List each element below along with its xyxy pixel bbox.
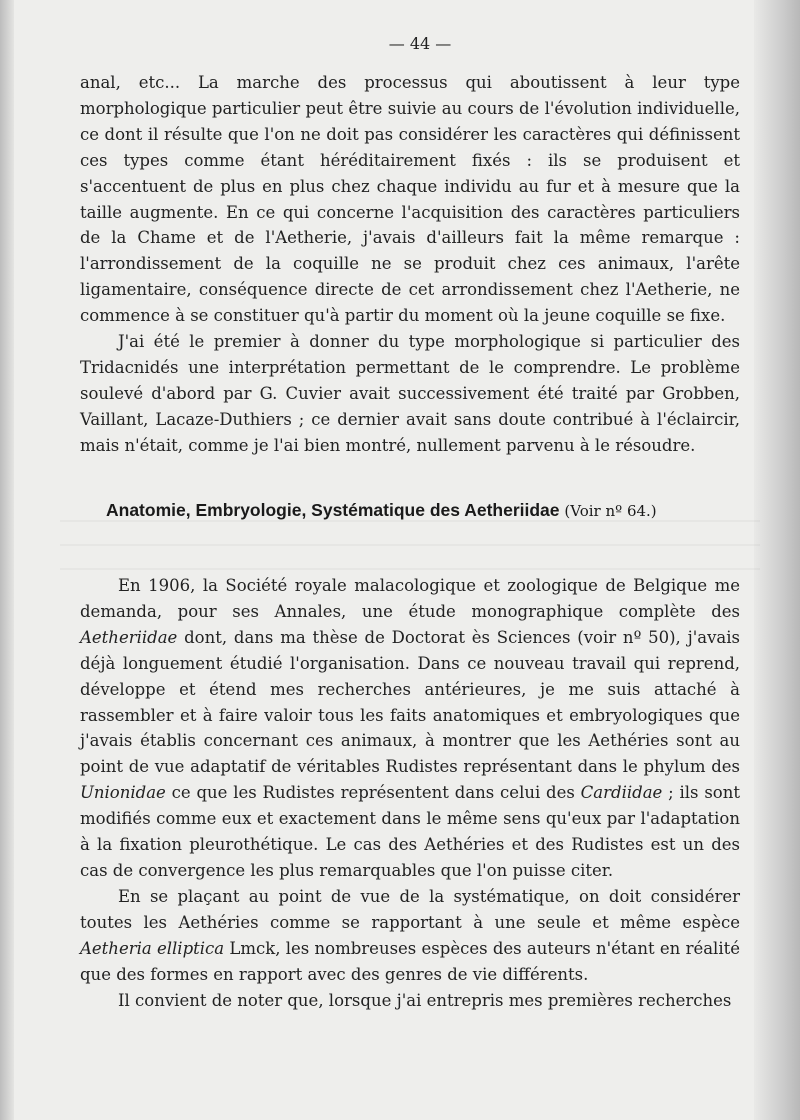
paragraph: En 1906, la Société royale malacologique et zoologique de Belgique me demanda, pour ses Annales, une étude monographique complète des Aetheriidae dont, dans ma thèse de Doctorat ès Sciences (voir nº 50), j'avais déjà longuement étudié l'organisation. Dans ce nouveau travail qui reprend, développe et étend mes recherches antérieures, je me suis attaché à rassembler et à faire valoir tous les faits anatomiques et embryologiques que j'avais établis concernant ces animaux, à montrer que les Aethéries sont au point de vue adaptatif de véritables Rudistes représentant dans le phylum des Unionidae ce que les Rudistes représentent dans celui des Cardiidae ; ils sont modifiés comme eux et exactement dans le même sens qu'eux par l'adaptation à la fixation pleurothétique. Le cas des Aethéries et des Rudistes est un des cas de convergence les plus remarquables que l'on puisse citer. bbox=[80, 576, 740, 880]
paragraph: J'ai été le premier à donner du type morphologique si particulier des Tridacnidés une interprétation permettant de le comprendre. Le problème soulevé d'abord par G. Cuvier avait successivement été traité par Grobben, Vaillant, Lacaze-Duthiers ; ce dernier avait sans doute contribué à l'éclaircir, mais n'était, comme je l'ai bien montré, nullement parvenu à le résoudre. bbox=[80, 332, 740, 455]
page-number: — 44 — bbox=[388, 34, 452, 53]
paragraph: En se plaçant au point de vue de la systématique, on doit considérer toutes les Aethéries comme se rapportant à une seule et même espèce Aetheria elliptica Lmck, les nombreuses espèces des auteurs n'étant en réalité que des formes en rapport avec des genres de vie différents. bbox=[80, 886, 741, 984]
page-edge-shadow-right bbox=[754, 0, 800, 1120]
bleed-through-text bbox=[60, 520, 760, 580]
section-heading-title: Anatomie, Embryologie, Systématique des Aetheriidae bbox=[106, 500, 560, 520]
paragraph: anal, etc... La marche des processus qui aboutissent à leur type morphologique particulier peut être suivie au cours de l'évolution individuelle, ce dont il résulte que l'on ne doit pas considérer les caractères qui définissent ces types comme étant héréditairement fixés : ils se produisent et s'accentuent de plus en plus chez chaque individu au fur et à mesure que la taille augmente. En ce qui concerne l'acquisition des caractères particuliers de la Chame et de l'Aetherie, j'avais d'ailleurs fait la même remarque : l'arrondissement de la coquille ne se produit chez ces animaux, l'arête ligamentaire, conséquence directe de cet arrondissement chez l'Aetherie, ne commence à se constituer qu'à partir du moment où la jeune coquille se fixe. bbox=[80, 73, 740, 326]
paragraph: Il convient de noter que, lorsque j'ai entrepris mes premières recherches bbox=[118, 990, 732, 1010]
section-heading bbox=[106, 500, 746, 521]
section-1-text bbox=[80, 70, 740, 459]
section-2-text bbox=[80, 573, 740, 1013]
page-edge-shadow-left bbox=[0, 0, 14, 1120]
section-heading-reference: (Voir nº 64.) bbox=[564, 502, 657, 520]
